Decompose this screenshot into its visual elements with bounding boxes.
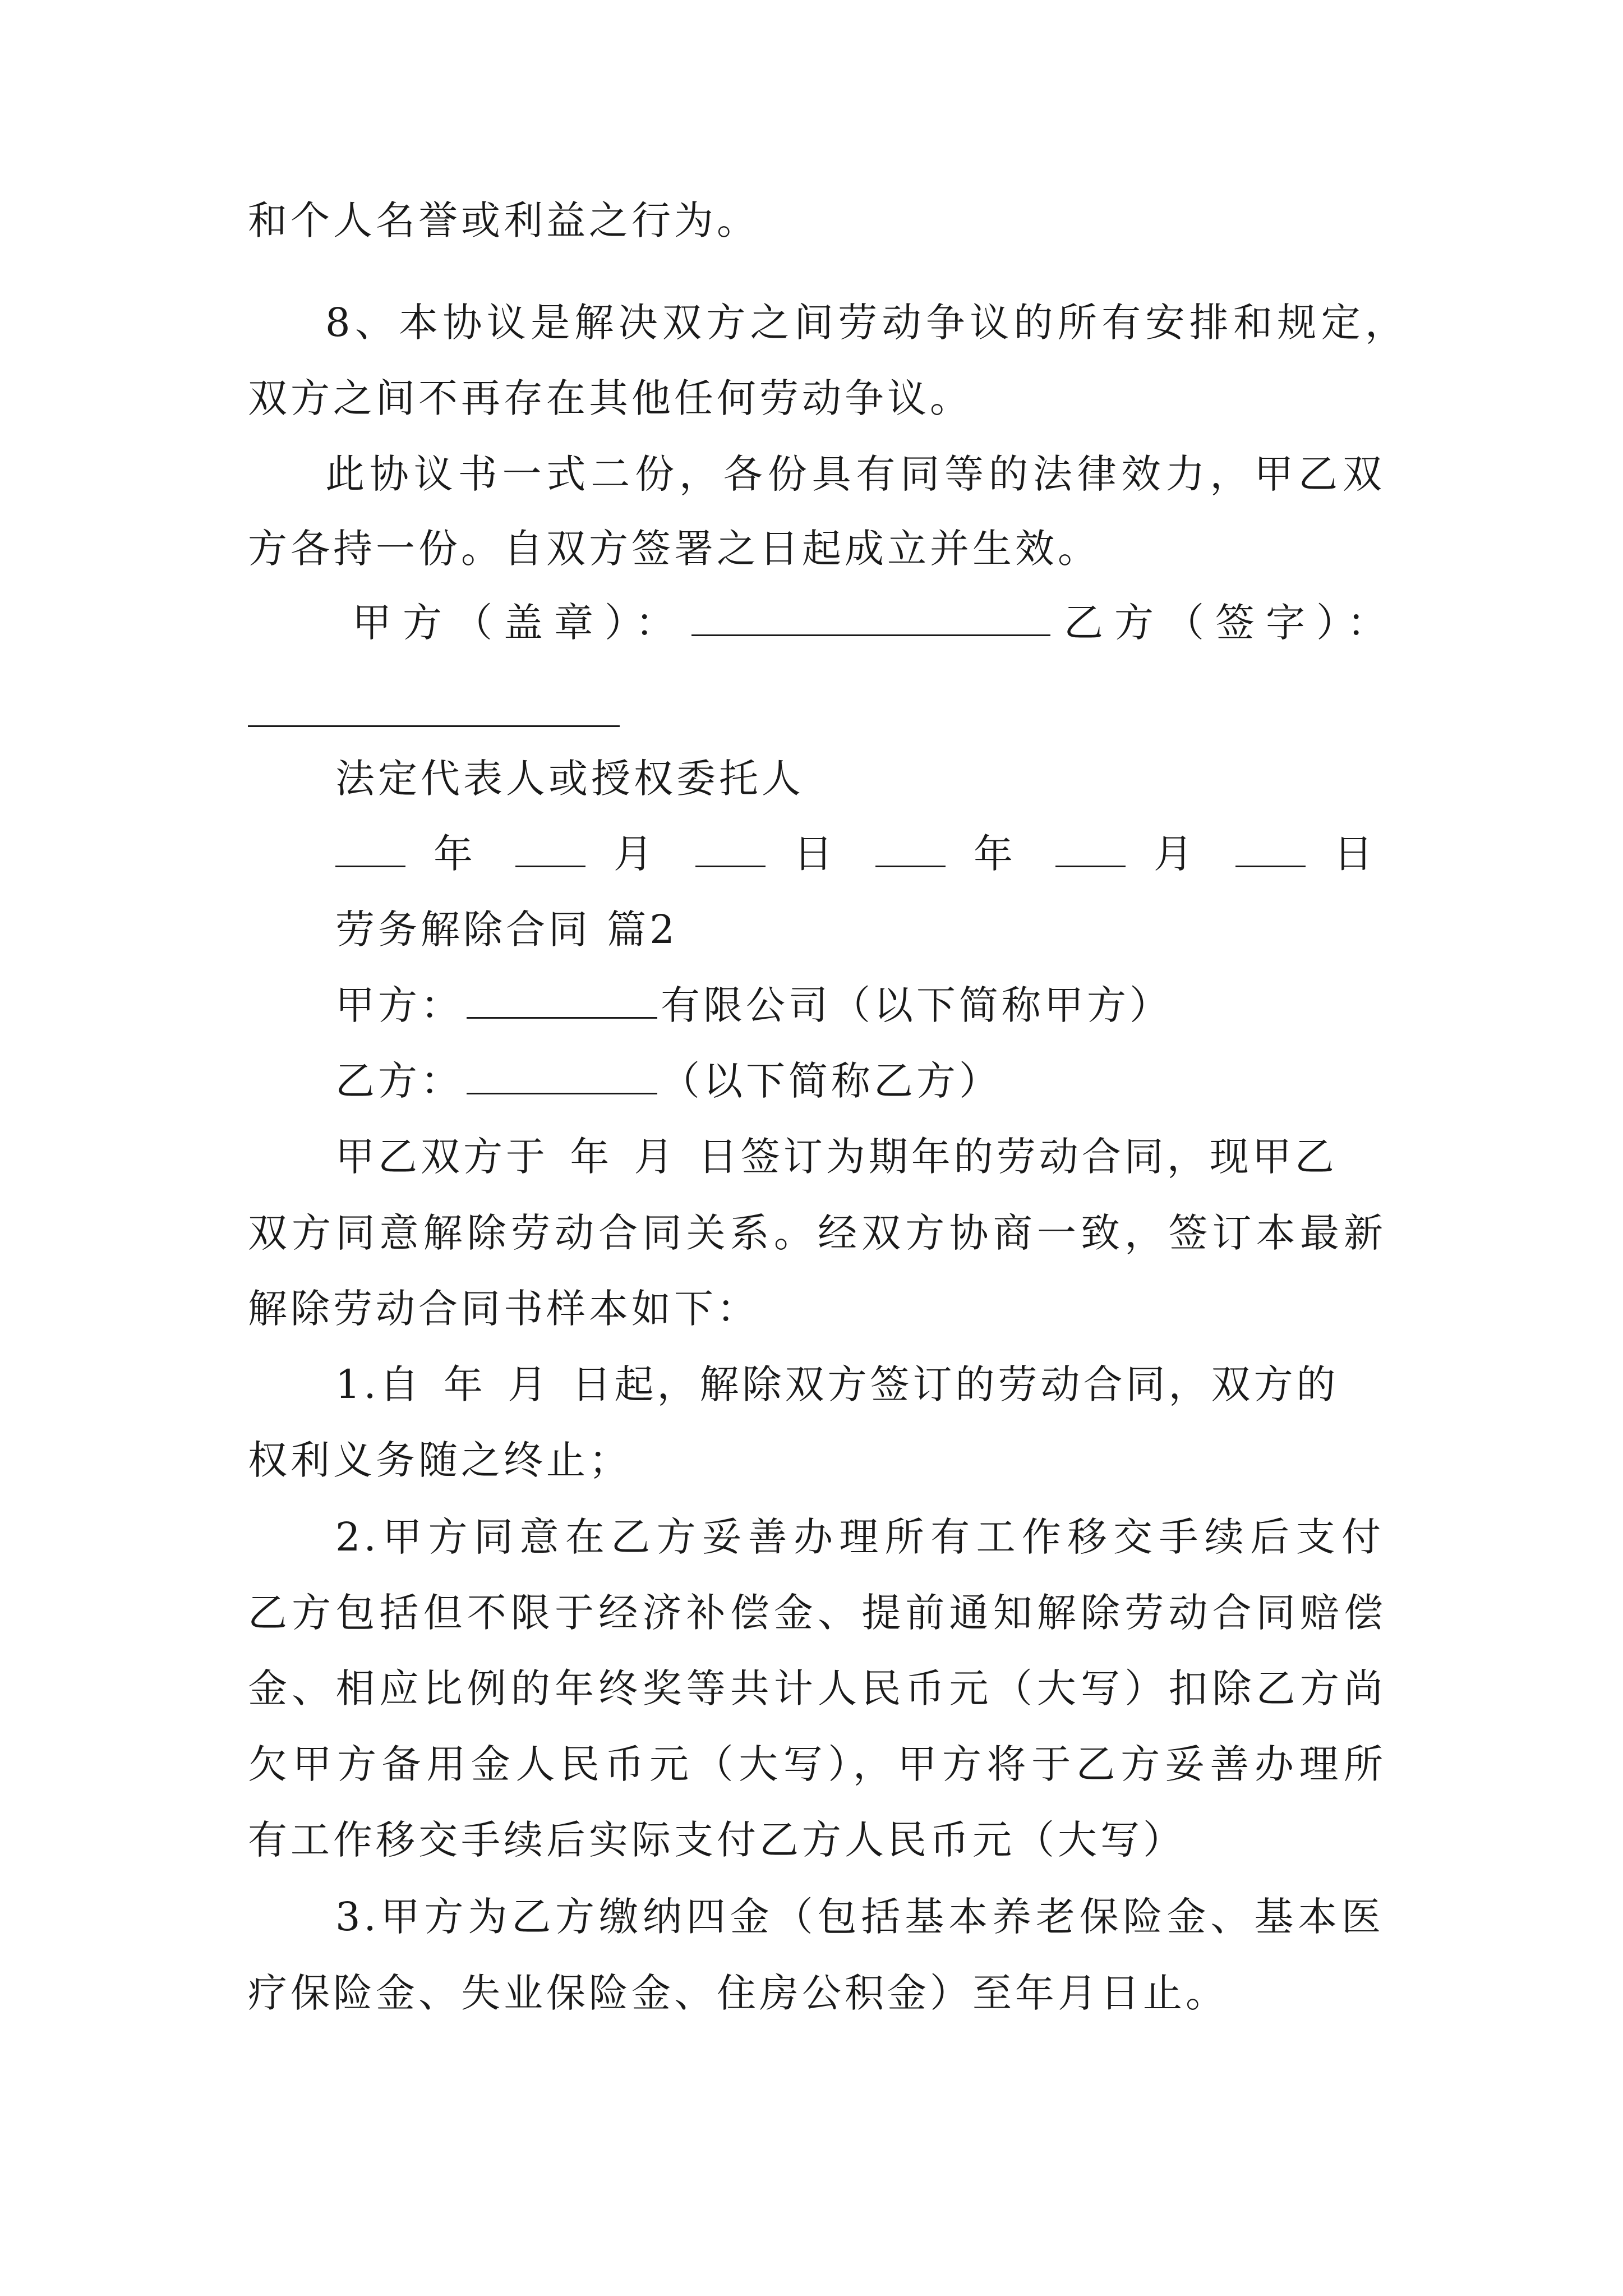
paragraph-line: 此协议书一式二份，各份具有同等的法律效力，甲乙双 (325, 451, 1385, 497)
party-a-seal-field (691, 599, 1050, 636)
date-field: 月 (515, 826, 656, 882)
party-b-sign-field (248, 725, 620, 727)
paragraph-line: 乙方包括但不限于经济补偿金、提前通知解除劳动合同赔偿 (248, 1590, 1386, 1636)
section-title: 劳务解除合同 篇2 (335, 907, 678, 953)
date-field: 日 (1235, 826, 1376, 882)
date-field: 年 (875, 826, 1016, 882)
paragraph-line: 解除劳动合同书样本如下： (248, 1286, 759, 1332)
paragraph-line: 3.甲方为乙方缴纳四金（包括基本养老保险金、基本医 (335, 1894, 1384, 1940)
party-b-line (335, 1053, 1002, 1109)
legal-representative-label: 法定代表人或授权委托人 (335, 756, 804, 802)
paragraph-line: 欠甲方备用金人民币元（大写），甲方将于乙方妥善办理所 (248, 1741, 1386, 1787)
party-b-name-field (467, 1057, 657, 1094)
date-field: 月 (1055, 826, 1196, 882)
date-field: 年 (335, 826, 476, 882)
party-a-line (335, 977, 1172, 1033)
party-a-suffix: 有限公司（以下简称甲方） (661, 982, 1172, 1028)
signature-line (352, 595, 1398, 651)
paragraph-line: 有工作移交手续后实际支付乙方人民币元（大写） (248, 1817, 1186, 1863)
party-b-sign-label: 乙方（签字）： (1064, 600, 1398, 646)
party-b-label: 乙方： (335, 1058, 463, 1104)
paragraph-line: 1.自 年 月 日起，解除双方签订的劳动合同，双方的 (335, 1361, 1339, 1407)
paragraph-line: 和个人名誉或利益之行为。 (248, 197, 759, 243)
party-a-name-field (467, 981, 657, 1019)
paragraph-line: 方各持一份。自双方签署之日起成立并生效。 (248, 526, 1100, 572)
paragraph-line: 疗保险金、失业保险金、住房公积金）至年月日止。 (248, 1970, 1228, 2016)
paragraph-line: 2.甲方同意在乙方妥善办理所有工作移交手续后支付 (335, 1514, 1384, 1560)
paragraph-line: 权利义务随之终止； (248, 1437, 631, 1483)
paragraph-line: 甲乙双方于 年 月 日签订为期年的劳动合同，现甲乙 (335, 1134, 1338, 1180)
paragraph-line: 双方之间不再存在其他任何劳动争议。 (248, 375, 972, 421)
date-field: 日 (695, 826, 836, 882)
party-a-label: 甲方： (335, 982, 463, 1028)
paragraph-line: 8、本协议是解决双方之间劳动争议的所有安排和规定， (325, 300, 1408, 346)
date-line (335, 826, 1376, 882)
paragraph-line: 金、相应比例的年终奖等共计人民币元（大写）扣除乙方尚 (248, 1665, 1386, 1711)
party-a-seal-label: 甲方（盖章）： (352, 600, 686, 646)
party-b-suffix: （以下简称乙方） (661, 1058, 1002, 1104)
paragraph-line: 双方同意解除劳动合同关系。经双方协商一致，签订本最新 (248, 1210, 1386, 1256)
